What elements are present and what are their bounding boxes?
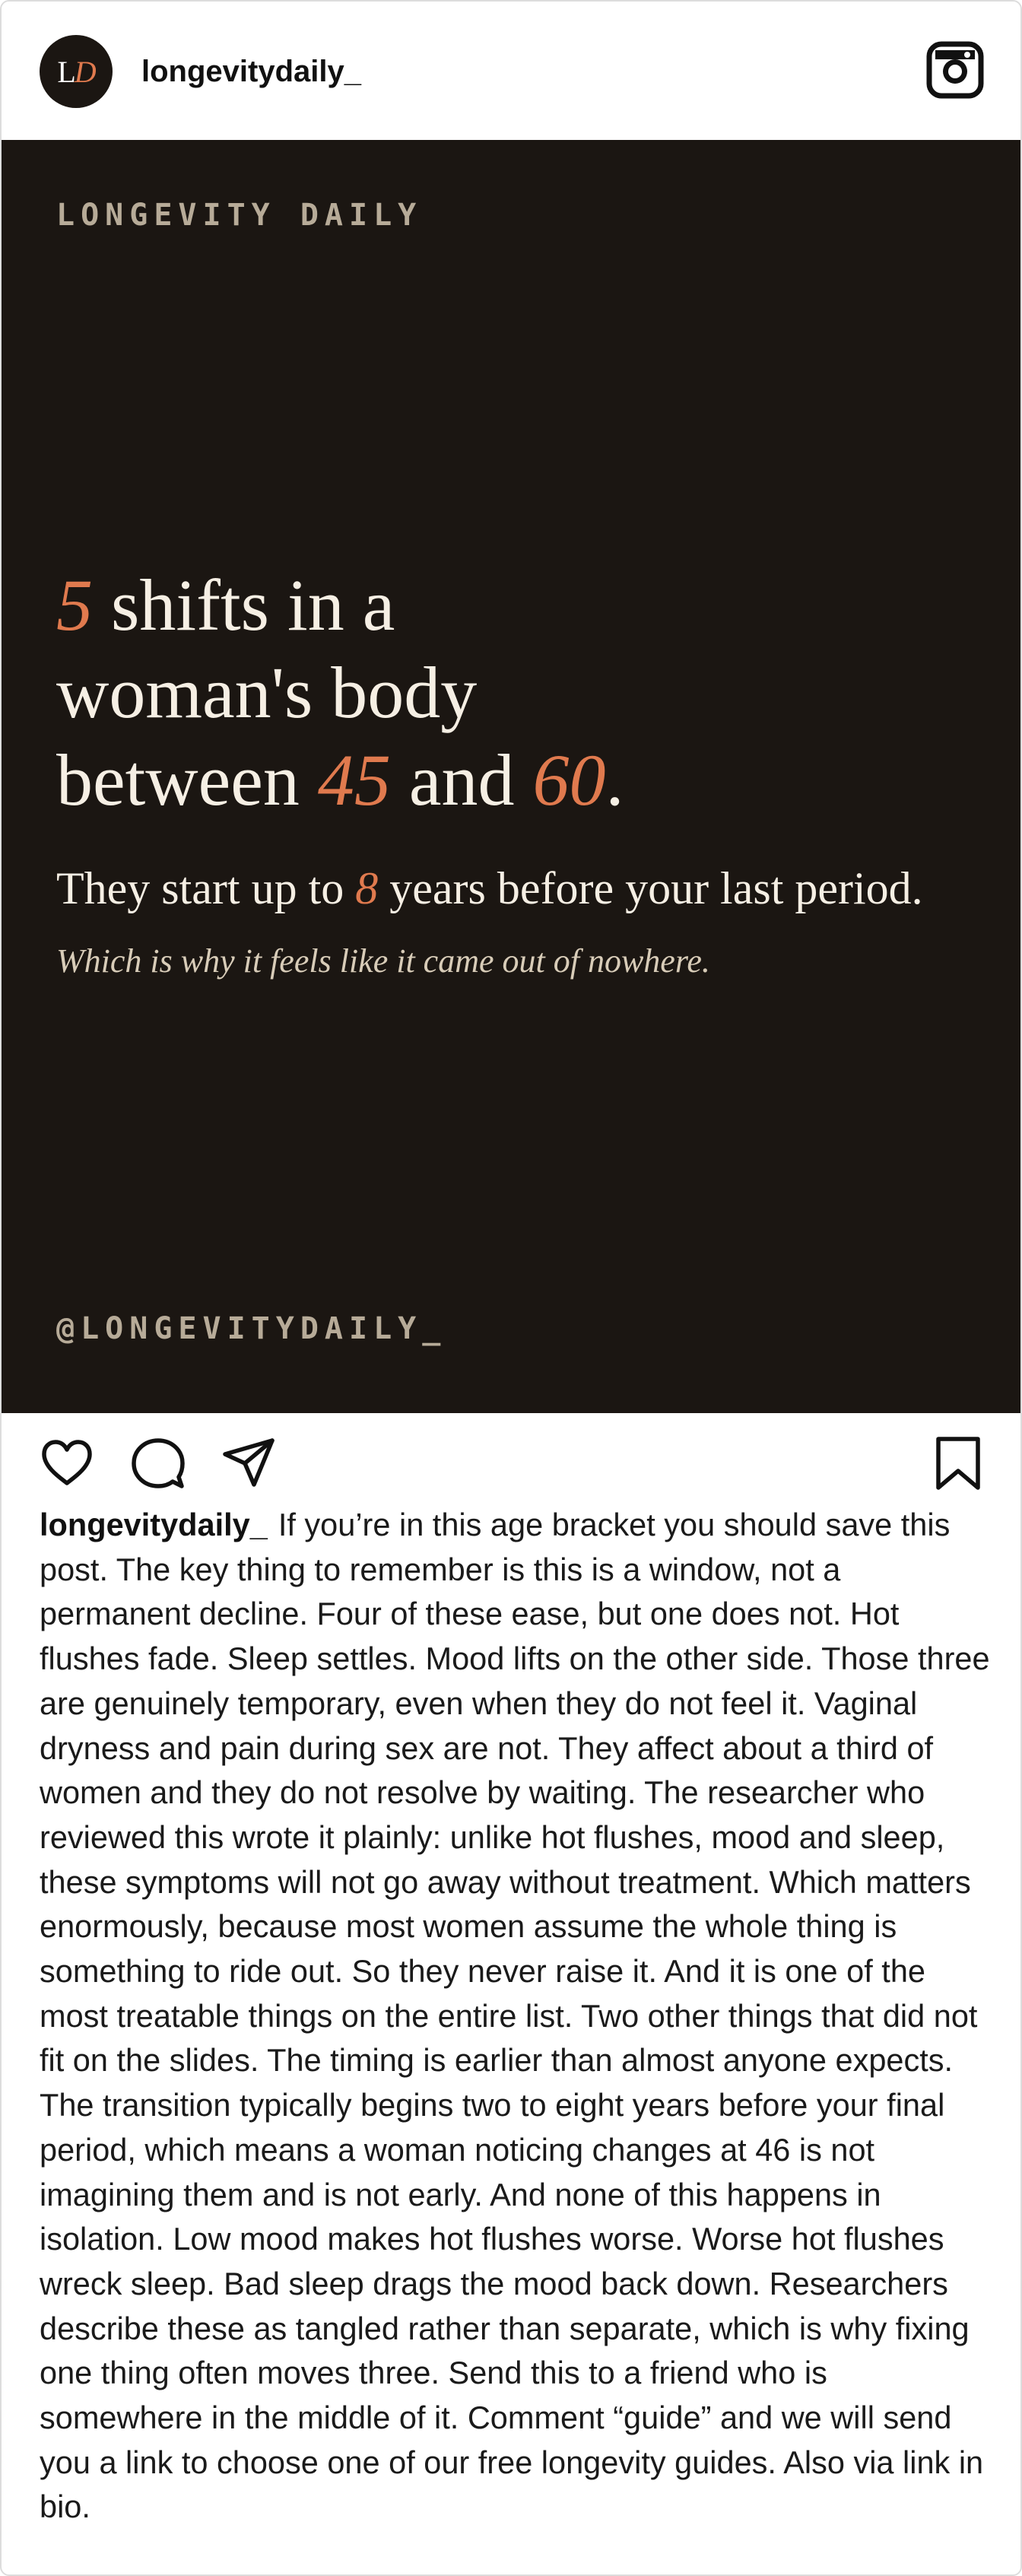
caption-username[interactable]: longevitydaily_ [40, 1507, 268, 1542]
headline-text-2: woman's body [56, 652, 478, 733]
avatar[interactable] [40, 35, 113, 108]
post-image[interactable] [2, 140, 1020, 1413]
post-note: Which is why it feels like it came out of nowhere. [56, 942, 710, 980]
instagram-icon[interactable] [926, 41, 984, 99]
heart-icon[interactable] [40, 1436, 94, 1491]
header-username[interactable]: longevitydaily_ [141, 55, 361, 88]
headline-age-end: 60 [532, 739, 606, 821]
bookmark-icon[interactable] [931, 1436, 986, 1491]
subtitle-years-number: 8 [355, 863, 379, 913]
brand-title-top: LONGEVITY DAILY [56, 198, 423, 233]
subtitle-text-1: They start up to [56, 863, 356, 913]
post-header [2, 2, 1020, 140]
post-subtitle [56, 858, 999, 919]
action-bar [2, 1413, 1020, 1512]
headline-age-start: 45 [317, 739, 391, 821]
send-icon[interactable] [222, 1436, 277, 1491]
brand-handle-bottom: @LONGEVITYDAILY_ [56, 1311, 447, 1346]
avatar-initial-d: D [74, 54, 95, 89]
caption-text: If you’re in this age bracket you should save this post. The key thing to remember is this is a window, not a permanent decline. Four of these ease, but one does not. Hot flushes fade. Sleep settles. Mood lifts on the other side. Those three are genuinely temporary, even when they do not feel it. Vaginal dryness and pain during sex are not. They affect about a third of women and they do not resolve by waiting. The researcher who reviewed this wrote it plainly: unlike hot flushes, mood and sleep, these symptoms will not go away without treatment. Which matters enormously, because most women assume the whole thing is something to ride out. So they never raise it. And it is one of the most treatable things on the entire list. Two other things that did not fit on the slides. The timing is earlier than almost anyone expects. The transition typically begins two to eight years before your final period, which means a woman noticing changes at 46 is not imagining them and is not early. And none of this happens in isolation. Low mood makes hot flushes worse. Worse hot flushes wreck sleep. Bad sleep drags the mood back down. Researchers describe these as tangled rather than separate, which is why fixing one thing often moves three. Send this to a friend who is somewhere in the middle of it. Comment “guide” and we will send you a link to choose one of our free longevity guides. Also via link in bio. [40, 1507, 990, 2525]
headline-text-3: between [56, 739, 318, 821]
post-caption [40, 1503, 990, 2530]
comment-icon[interactable] [131, 1436, 186, 1491]
avatar-initial-l: L [57, 54, 75, 89]
post-headline [56, 561, 969, 824]
headline-number-shifts: 5 [56, 564, 93, 646]
headline-text-1: shifts in a [93, 564, 395, 646]
headline-text-and: and [390, 739, 533, 821]
headline-period: . [605, 739, 624, 821]
subtitle-text-2: years before your last period. [378, 863, 923, 913]
